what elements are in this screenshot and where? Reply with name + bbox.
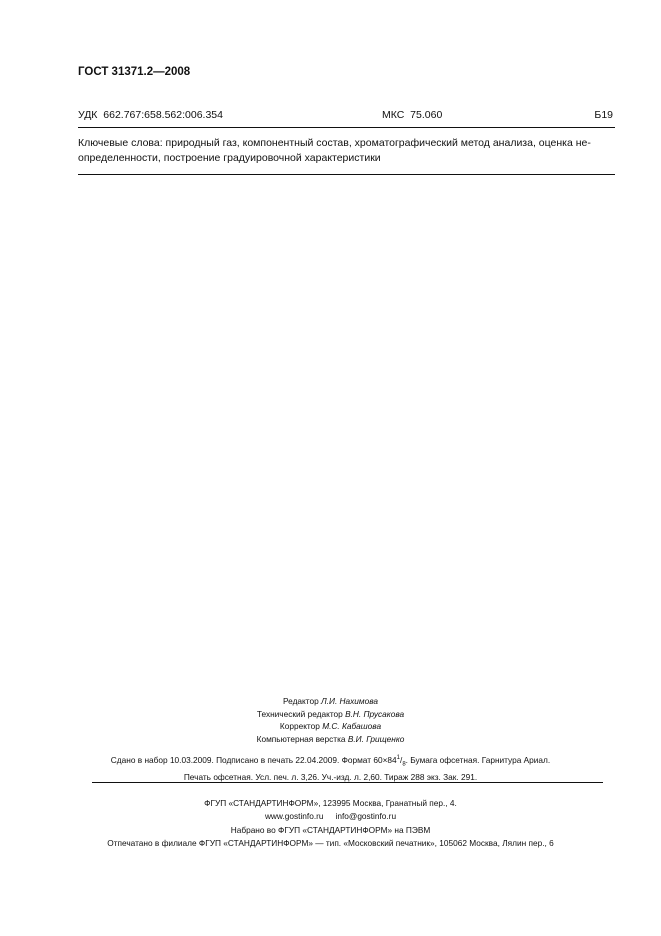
udc-label: УДК <box>78 109 98 121</box>
footer-block <box>0 797 661 850</box>
keywords <box>78 136 616 166</box>
credit-layout: Компьютерная верстка В.И. Грищенко <box>256 733 405 744</box>
group-code: Б19 <box>594 109 613 121</box>
credits-block <box>0 695 661 745</box>
mks-code <box>382 109 442 121</box>
website-link[interactable]: www.gostinfo.ru <box>264 811 324 822</box>
udc-code <box>78 109 223 121</box>
divider-top <box>78 127 615 128</box>
publisher-contacts <box>0 810 661 823</box>
publisher-address: ФГУП «СТАНДАРТИНФОРМ», 123995 Москва, Гранатный пер., 4. <box>204 798 457 808</box>
credit-editor: Редактор Л.И. Нахимова <box>282 696 378 706</box>
publication-info <box>0 752 661 784</box>
keywords-line-1: Ключевые слова: природный газ, компонентный состав, хроматографический метод анализа, оценка не- <box>78 137 591 149</box>
mks-label: МКС <box>382 109 405 121</box>
credit-tech-editor: Технический редактор В.Н. Прусакова <box>256 708 405 719</box>
publication-line-2: Печать офсетная. Усл. печ. л. 3,26. Уч.-изд. л. 2,60. Тираж 288 экз. Зак. 291. <box>183 772 478 783</box>
mks-value: 75.060 <box>410 109 443 121</box>
keywords-line-2: определенности, построение градуировочной характеристики <box>78 152 381 164</box>
divider-keywords <box>78 174 615 175</box>
udc-value: 662.767:658.562:006.354 <box>103 109 223 121</box>
typeset-note: Набрано во ФГУП «СТАНДАРТИНФОРМ» на ПЭВМ <box>230 824 431 835</box>
publication-line-1: Сдано в набор 10.03.2009. Подписано в печать 22.04.2009. Формат $60\times 84^1/_8$. Бумага офсетная. Гарнитура Ариал. <box>110 754 551 768</box>
standard-number: ГОСТ 31371.2—2008 <box>78 66 191 78</box>
printed-note: Отпечатано в филиале ФГУП «СТАНДАРТИНФОРМ» — тип. «Московский печатник», 105062 Москва, Лялин пер., 6 <box>107 837 554 848</box>
divider-footer <box>92 782 603 783</box>
credit-proofreader: Корректор М.С. Кабашова <box>279 721 382 732</box>
email-link[interactable]: info@gostinfo.ru <box>335 811 397 822</box>
